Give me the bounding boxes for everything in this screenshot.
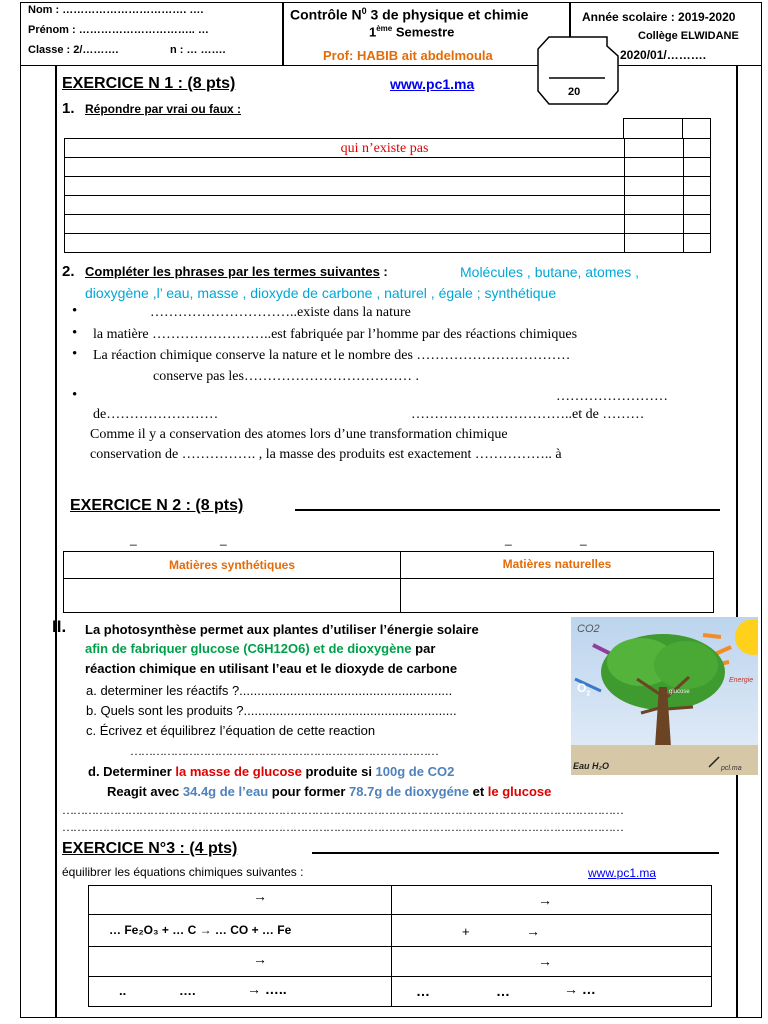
synthetic-answer-cell[interactable]	[64, 579, 401, 613]
natural-answer-cell[interactable]	[401, 579, 714, 613]
numero-field[interactable]: n : … …….	[170, 44, 226, 56]
tf-row-2	[65, 158, 625, 177]
equation-cell[interactable]	[89, 947, 392, 977]
tf-answer-cell[interactable]	[684, 177, 711, 196]
tf-row-4	[65, 196, 625, 215]
equation-answer-line[interactable]: …………………………………………………………………………	[130, 744, 438, 758]
matter-classification-table	[63, 551, 714, 613]
ex2-title: EXERCICE N 2 : (8 pts)	[70, 497, 244, 514]
tree-icon	[571, 617, 758, 775]
tf-row-3	[65, 177, 625, 196]
dash-mark: _	[505, 532, 512, 546]
equations-table	[88, 885, 712, 1007]
q2-terms-line2: dioxygène ,l’ eau, masse , dioxyde de carbone , naturel , égale ; synthétique	[85, 285, 557, 301]
co2-label: CO2	[577, 623, 600, 635]
school-year: Année scolaire : 2019-2020	[582, 10, 736, 24]
synthetic-header-label: Matières synthétiques	[168, 558, 296, 572]
college-name: Collège ELWIDANE	[638, 30, 739, 42]
photosynthesis-line-1: La photosynthèse permet aux plantes d’utiliser l’énergie solaire	[85, 622, 479, 637]
tf-answer-cell[interactable]	[625, 158, 684, 177]
tf-row-1	[65, 139, 625, 158]
ex3-title: EXERCICE N°3 : (4 pts)	[62, 840, 238, 857]
arrow-icon: →	[253, 888, 267, 904]
tf-header	[623, 118, 711, 138]
left-margin-line	[55, 66, 57, 1018]
bullet-icon: •	[72, 325, 78, 341]
ex3-title-rule	[312, 852, 719, 854]
fill-sentence-3[interactable]: La réaction chimique conserve la nature et le nombre des ……………………………	[93, 348, 571, 363]
plus-sign: +	[462, 924, 470, 939]
photosynthesis-illustration	[571, 617, 758, 775]
q2-terms-line1: Molécules , butane, atomes ,	[460, 264, 639, 280]
coefficient-blank: ..	[119, 983, 127, 998]
exam-date: 2020/01/……….	[620, 48, 707, 62]
arrow-with-blank: → …..	[247, 981, 287, 997]
arrow-with-blank: → …	[564, 981, 596, 997]
dash-mark: _	[220, 532, 227, 546]
tf-statement-1: qui n’existe pas	[340, 141, 429, 156]
fe2o3-equation: … Fe₂O₃ + … C → … CO + … Fe	[109, 923, 292, 937]
q2-instruction: Compléter les phrases par les termes suivantes :	[85, 264, 388, 279]
nom-field[interactable]: Nom : ……………………………. ….	[28, 4, 204, 16]
question-d-line-2: Reagit avec 34.4g de l’eau pour former 78.7g de dioxygéne et le glucose	[107, 784, 552, 799]
arrow-icon: →	[538, 953, 552, 969]
fill-sentence-6[interactable]: conservation de ……………. , la masse des produits est exactement …………….. à	[90, 447, 562, 462]
equation-cell[interactable]	[392, 947, 712, 977]
col-synthetic-header	[64, 552, 401, 579]
prof-name: Prof: HABIB ait abdelmoula	[323, 48, 493, 63]
tf-answer-cell[interactable]	[684, 158, 711, 177]
q1-instruction: Répondre par vrai ou faux :	[85, 102, 242, 116]
prenom-field[interactable]: Prénom : ………………………….. …	[28, 24, 209, 36]
dash-mark: _	[580, 532, 587, 546]
tf-answer-cell[interactable]	[625, 177, 684, 196]
tf-answer-cell[interactable]	[684, 139, 711, 158]
coefficient-blank: …	[496, 983, 510, 999]
photosynthesis-line-2: afin de fabriquer glucose (C6H12O6) et de dioxygène par	[85, 641, 436, 656]
tf-row-5	[65, 215, 625, 234]
question-a[interactable]: a. determiner les réactifs ?...........................................................	[86, 683, 453, 698]
equation-cell[interactable]	[392, 886, 712, 915]
col-natural-header	[401, 552, 714, 579]
o2-label: $O_2$	[577, 681, 591, 698]
tf-answer-cell[interactable]	[625, 196, 684, 215]
equation-cell[interactable]	[89, 977, 392, 1007]
ex1-website-link[interactable]: www.pc1.ma	[390, 76, 475, 92]
natural-header-label: Matières naturelles	[502, 557, 612, 571]
tf-answer-cell[interactable]	[625, 139, 684, 158]
question-d-line-1: d. Determiner la masse de glucose produite si 100g de CO2	[88, 764, 455, 779]
tf-answer-cell[interactable]	[684, 215, 711, 234]
tf-answer-cell[interactable]	[684, 234, 711, 253]
arrow-icon: →	[526, 923, 540, 939]
fill-sentence-3b[interactable]: conserve pas les……………………………… .	[153, 369, 419, 384]
answer-dots-line-2[interactable]: ………………………………………………………………………………………………………………………………………	[62, 820, 623, 834]
question-c: c. Écrivez et équilibrez l’équation de cette reaction	[86, 723, 376, 738]
fill-sentence-4a[interactable]: ……………………	[556, 389, 668, 404]
fill-sentence-5: Comme il y a conservation des atomes lors d’une transformation chimique	[90, 427, 508, 442]
energy-label: Energie	[729, 677, 754, 684]
equation-cell[interactable]	[392, 915, 712, 947]
exam-title: Contrôle $N^0$ 3 de physique et chimie	[290, 6, 529, 23]
tf-answer-cell[interactable]	[625, 234, 684, 253]
ex3-website-link[interactable]: www.pc1.ma	[588, 866, 657, 880]
dash-mark: _	[130, 532, 137, 546]
equation-cell[interactable]	[392, 977, 712, 1007]
water-label: Eau H₂O	[573, 761, 609, 771]
fill-sentence-2[interactable]: la matière ……………………..est fabriquée par l’homme par des réactions chimiques	[93, 327, 578, 342]
tf-answer-cell[interactable]	[625, 215, 684, 234]
tf-row-6	[65, 234, 625, 253]
semester: 1ème Semestre	[369, 24, 455, 40]
q1-number: 1.	[62, 100, 75, 117]
right-margin-line	[736, 66, 738, 1018]
glucose-label: glucose	[669, 689, 690, 695]
coefficient-blank: …	[416, 983, 430, 999]
bullet-icon: •	[72, 303, 78, 319]
ex1-title: EXERCICE N 1 : (8 pts)	[62, 75, 236, 92]
equation-cell[interactable]	[89, 886, 392, 915]
bullet-icon: •	[72, 387, 78, 403]
arrow-icon: →	[538, 892, 552, 908]
score-total: 20	[568, 86, 581, 98]
fill-sentence-4c[interactable]: ……………………………..et de ………	[411, 407, 645, 422]
classe-field[interactable]: Classe : 2/……….	[28, 44, 119, 56]
equation-cell[interactable]	[89, 915, 392, 947]
fill-sentence-4b[interactable]: de……………………	[93, 407, 219, 422]
arrow-icon: →	[253, 951, 267, 967]
part-ii-number: II.	[52, 617, 67, 636]
coefficient-blank: ….	[179, 983, 196, 998]
ex3-instruction: équilibrer les équations chimiques suivantes :	[62, 865, 304, 879]
image-credit: pcl.ma	[721, 765, 742, 772]
photosynthesis-line-3: réaction chimique en utilisant l’eau et le dioxyde de carbone	[85, 661, 458, 676]
question-b[interactable]: b. Quels sont les produits ?...........................................................	[86, 703, 457, 718]
q2-number: 2.	[62, 263, 75, 280]
bullet-icon: •	[72, 346, 78, 362]
answer-dots-line-1[interactable]: ………………………………………………………………………………………………………………………………………	[62, 803, 623, 817]
tf-answer-cell[interactable]	[684, 196, 711, 215]
ex2-title-rule	[295, 509, 720, 511]
fill-sentence-1[interactable]: …………………………..existe dans la nature	[150, 305, 411, 320]
true-false-table	[64, 138, 711, 253]
